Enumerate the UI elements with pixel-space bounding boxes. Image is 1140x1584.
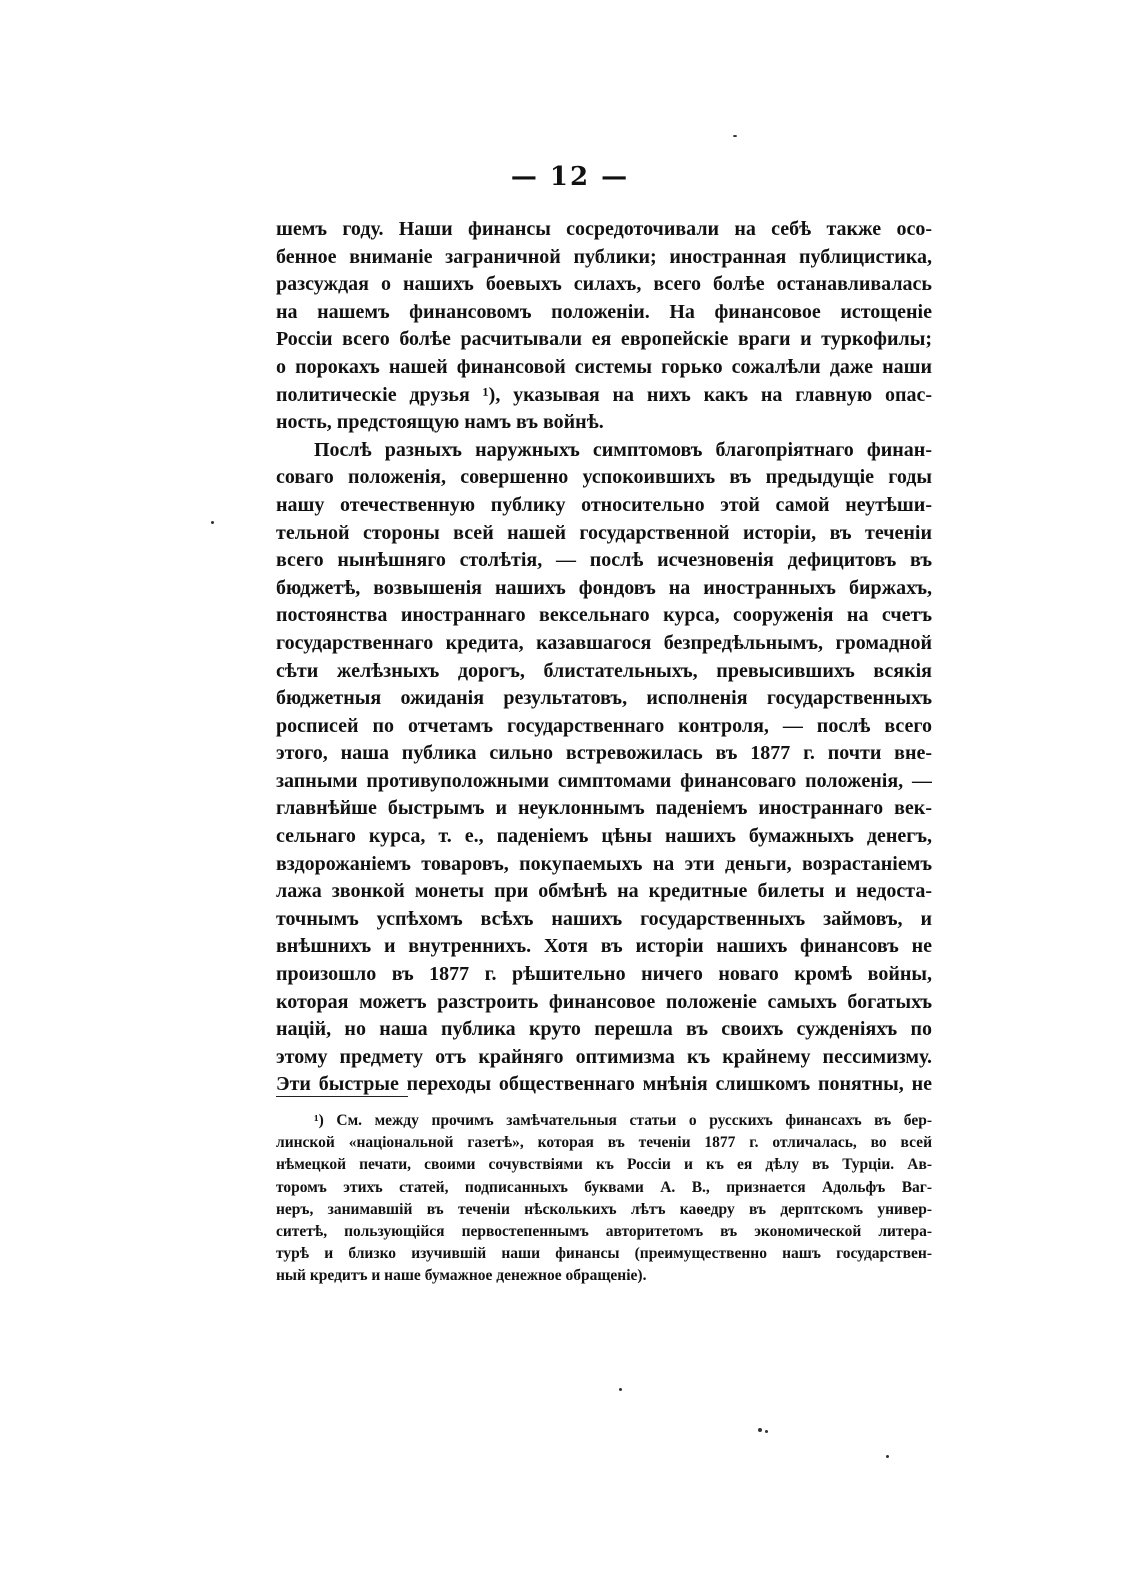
text-line: точнымъ успѣхомъ всѣхъ нашихъ государственныхъ займовъ, и: [276, 907, 932, 930]
text-line: которая можетъ разстроить финансовое положеніе самыхъ богатыхъ: [276, 990, 932, 1013]
text-line: бенное вниманіе заграничной публики; иностранная публицистика,: [276, 245, 932, 268]
text-line: этого, наша публика сильно встревожилась въ 1877 г. почти вне-: [276, 742, 932, 765]
text-line: Россіи всего болѣе расчитывали ея европейскіе враги и туркофилы;: [276, 328, 932, 351]
text-line: всего нынѣшняго столѣтія, — послѣ исчезновенія дефицитовъ въ: [276, 549, 932, 572]
text-line: постоянства иностраннаго вексельнаго курса, сооруженія на счетъ: [276, 604, 932, 627]
footnote-line: ¹) См. между прочимъ замѣчательныя статьи о русскихъ финансахъ въ бер-: [314, 1112, 932, 1129]
text-line: вздорожаніемъ товаровъ, покупаемыхъ на эти деньги, возрастаніемъ: [276, 852, 932, 875]
footnote-line: ситетѣ, пользующійся первостепеннымъ авторитетомъ въ экономической литера-: [276, 1222, 932, 1240]
scan-speck: [765, 1430, 768, 1433]
text-line: о порокахъ нашей финансовой системы горько сожалѣли даже наши: [276, 355, 932, 378]
scan-speck: [758, 1428, 762, 1432]
scan-speck: [733, 135, 737, 137]
text-line: бюджетѣ, возвышенія нашихъ фондовъ на иностранныхъ биржахъ,: [276, 576, 932, 599]
footnote-divider: [276, 1096, 408, 1097]
text-line: шемъ году. Наши финансы сосредоточивали на себѣ также осо-: [276, 218, 932, 240]
text-line: на нашемъ финансовомъ положеніи. На финансовое истощеніе: [276, 300, 932, 323]
footnote-line: нѣмецкой печати, своими сочувствіями къ Россіи и къ ея дѣлу въ Турціи. Ав-: [276, 1156, 932, 1174]
text-line: соваго положенія, совершенно успокоившихъ въ предыдущіе годы: [276, 466, 932, 489]
text-line: бюджетныя ожиданія результатовъ, исполненія государственныхъ: [276, 687, 932, 710]
text-line: разсуждая о нашихъ боевыхъ силахъ, всего болѣе останавливалась: [276, 273, 932, 296]
text-line: нашу отечественную публику относительно этой самой неутѣши-: [276, 493, 932, 516]
scan-speck: [886, 1455, 889, 1458]
text-line: Эти быстрые переходы общественнаго мнѣнія слишкомъ понятны, не: [276, 1073, 932, 1096]
text-line: лажа звонкой монеты при обмѣнѣ на кредитные билеты и недоста-: [276, 880, 932, 903]
footnote-line: торомъ этихъ статей, подписанныхъ буквами А. В., признается Адольфъ Ваг-: [276, 1178, 932, 1196]
footnote-line: турѣ и близко изучившій наши финансы (преимущественно нашъ государствен-: [276, 1245, 932, 1263]
text-line: политическіе друзья ¹), указывая на нихъ какъ на главную опас-: [276, 383, 932, 406]
page-number: — 12 —: [510, 162, 630, 192]
main-text: [276, 216, 932, 1099]
text-line: внѣшнихъ и внутреннихъ. Хотя въ исторіи нашихъ финансовъ не: [276, 935, 932, 958]
text-line: этому предмету отъ крайняго оптимизма къ крайнему пессимизму.: [276, 1045, 932, 1068]
text-line: ность, предстоящую намъ въ войнѣ.: [276, 411, 604, 434]
text-line: сѣти желѣзныхъ дорогъ, блистательныхъ, превысившихъ всякія: [276, 659, 932, 682]
text-line: государственнаго кредита, казавшагося безпредѣльнымъ, громадной: [276, 631, 932, 654]
text-line: запными противуположными симптомами финансоваго положенія, —: [276, 769, 932, 792]
text-line: Послѣ разныхъ наружныхъ симптомовъ благопріятнаго финан-: [314, 438, 932, 461]
footnote-line: линской «національной газетѣ», которая въ теченіи 1877 г. отличалась, во всей: [276, 1134, 932, 1152]
text-line: произошло въ 1877 г. рѣшительно ничего новаго кромѣ войны,: [276, 963, 932, 986]
text-line: націй, но наша публика круто перешла въ своихъ сужденіяхъ по: [276, 1018, 932, 1041]
text-line: тельной стороны всей нашей государственной исторіи, въ теченіи: [276, 521, 932, 544]
scan-speck: [619, 1388, 622, 1391]
footnote-line: неръ, занимавшій въ теченіи нѣсколькихъ лѣтъ каѳедру въ дерптскомъ универ-: [276, 1200, 932, 1218]
scan-speck: [211, 521, 214, 524]
footnote-line: ный кредитъ и наше бумажное денежное обращеніе).: [276, 1267, 647, 1285]
text-line: главнѣйше быстрымъ и неуклоннымъ паденіемъ иностраннаго век-: [276, 797, 932, 820]
footnotes: [276, 1110, 932, 1288]
text-line: сельнаго курса, т. е., паденіемъ цѣны нашихъ бумажныхъ денегъ,: [276, 825, 932, 848]
text-line: росписей по отчетамъ государственнаго контроля, — послѣ всего: [276, 714, 932, 737]
